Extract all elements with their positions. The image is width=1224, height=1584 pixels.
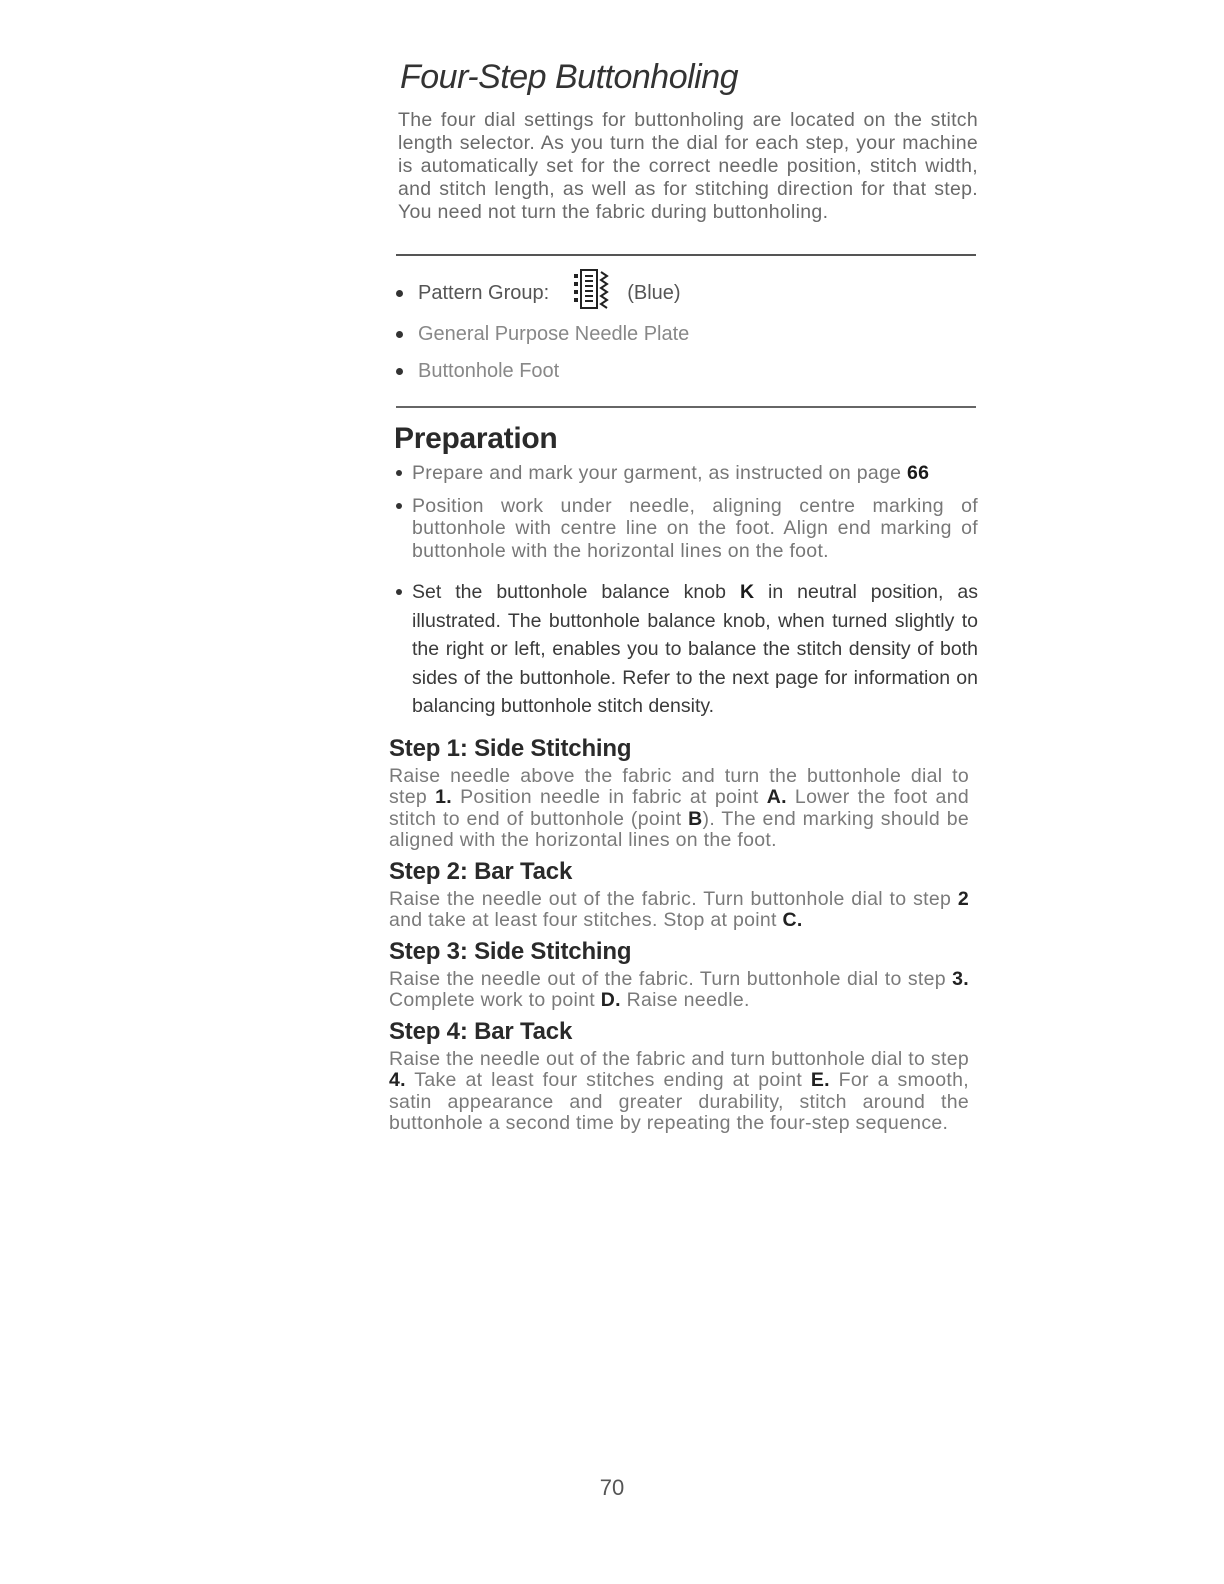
step-text: and take at least four stitches. Stop at point [389, 909, 783, 931]
step-key: A. [766, 786, 787, 808]
preparation-item [396, 495, 978, 563]
needle-plate-text: General Purpose Needle Plate [418, 323, 690, 345]
step-4 [386, 1018, 978, 1135]
bullet-icon [396, 589, 402, 595]
pattern-group-label: Pattern Group: [418, 282, 550, 304]
step-2-body [389, 889, 969, 932]
step-text: ). The end marking should be aligned with the horizontal lines on the foot. [389, 807, 969, 851]
requirement-needle-plate [396, 316, 978, 352]
page-reference: 66 [907, 462, 930, 484]
step-key: 3. [952, 967, 969, 990]
preparation-item [396, 578, 978, 721]
step-text: Take at least four stitches ending at point [405, 1069, 811, 1091]
step-3-title: Step 3: Side Stitching [389, 937, 632, 965]
bullet-icon [396, 368, 403, 375]
pattern-group-color: (Blue) [627, 282, 681, 304]
preparation-heading: Preparation [394, 422, 558, 455]
step-1 [386, 735, 978, 852]
step-3-body [389, 969, 969, 1012]
pattern-group-icon [573, 268, 617, 318]
preparation-item-text: Set the buttonhole balance knob [412, 581, 740, 603]
step-key: E. [810, 1069, 830, 1091]
bullet-icon [396, 331, 403, 338]
step-1-title: Step 1: Side Stitching [389, 734, 632, 762]
preparation-list [386, 462, 978, 721]
step-text: Raise the needle out of the fabric and turn buttonhole dial to step [389, 1047, 969, 1070]
step-text: Position needle in fabric at point [452, 786, 767, 808]
step-key: 4. [389, 1069, 406, 1091]
step-4-title: Step 4: Bar Tack [389, 1017, 573, 1045]
preparation-item-text: Position work under needle, aligning centre marking of buttonhole with centre line on the foot. Align end marking of buttonhole with the horizontal lines on the foot. [412, 494, 978, 562]
manual-page [386, 48, 978, 1135]
preparation-item [396, 462, 978, 485]
step-key: D. [600, 989, 621, 1011]
bullet-icon [396, 290, 403, 297]
step-2 [386, 858, 978, 932]
requirements-list [386, 270, 978, 390]
requirement-foot [396, 352, 978, 390]
foot-text: Buttonhole Foot [418, 360, 560, 382]
step-3 [386, 938, 978, 1012]
step-4-body [389, 1049, 969, 1135]
step-key: 1. [435, 786, 453, 808]
step-text: Raise needle above the fabric and turn the buttonhole dial to step [389, 764, 969, 808]
preparation-item-text: in neutral position, as illustrated. The buttonhole balance knob, when turned slightly to the right or left, enables you to balance the stitch density of both sides of the buttonhole. Refer to the next page for information on balancing buttonhole stitch density. [412, 581, 978, 717]
requirement-pattern-group [396, 270, 978, 316]
preparation-item-text: Prepare and mark your garment, as instructed on page [412, 462, 907, 484]
step-1-body [389, 766, 969, 852]
step-text: Lower the foot and stitch to end of buttonhole (point [389, 786, 969, 830]
step-text: Complete work to point [389, 989, 601, 1011]
page-title: Four-Step Buttonholing [400, 58, 739, 96]
step-key: 2 [957, 887, 969, 910]
knob-key-label: K [739, 581, 755, 603]
step-key: B [688, 807, 703, 830]
intro-paragraph: The four dial settings for buttonholing are located on the stitch length selector. As you turn the dial for each step, your machine is automatically set for the correct needle position, stitch width, and stitch length, as well as for stitching direction for that step. You need not turn the fabric during buttonholing. [398, 109, 978, 223]
step-text: For a smooth, satin appearance and greater durability, stitch around the buttonhole a second time by repeating the four-step sequence. [389, 1069, 969, 1134]
step-key: C. [782, 909, 803, 931]
divider-bottom [396, 406, 976, 408]
page-number: 70 [599, 1475, 625, 1500]
bullet-icon [396, 503, 402, 509]
step-text: Raise needle. [620, 989, 750, 1011]
step-2-title: Step 2: Bar Tack [389, 857, 573, 885]
divider-top [396, 254, 976, 256]
step-text: Raise the needle out of the fabric. Turn buttonhole dial to step [389, 887, 958, 910]
step-text: Raise the needle out of the fabric. Turn buttonhole dial to step [389, 967, 953, 990]
bullet-icon [396, 470, 402, 476]
